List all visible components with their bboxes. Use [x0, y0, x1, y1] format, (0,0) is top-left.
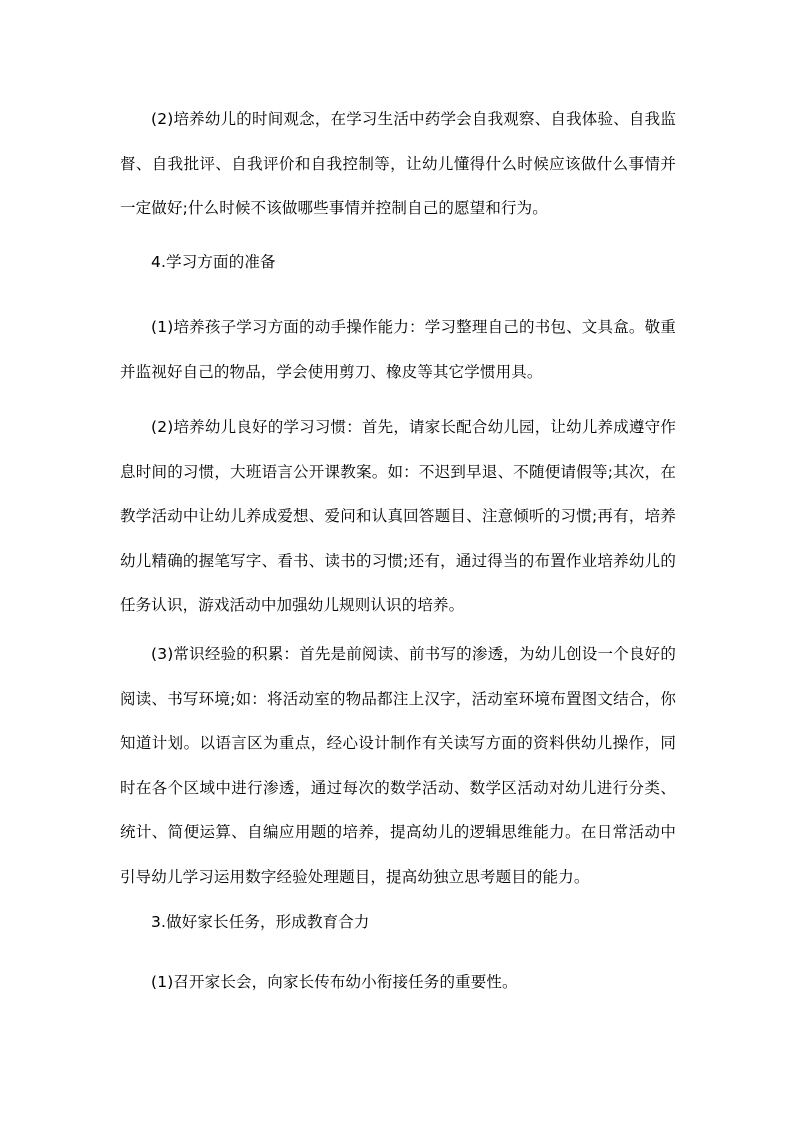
heading-parent-tasks: 3.做好家长任务，形成教育合力 — [151, 913, 370, 931]
heading-learning-preparation: 4.学习方面的准备 — [151, 253, 276, 271]
paragraph-parent-meeting: (1)召开家长会，向家长传布幼小衔接任务的重要性。 — [151, 973, 518, 991]
paragraph-hands-on-ability: (1)培养孩子学习方面的动手操作能力：学习整理自己的书包、文具盒。敬重并监视好自己的物品，学会使用剪刀、橡皮等其它学惯用具。 — [120, 318, 676, 381]
paragraph-study-habits: (2)培养幼儿良好的学习习惯：首先，请家长配合幼儿园，让幼儿养成遵守作息时间的习惯，大班语言公开课教案。如：不迟到早退、不随便请假等;其次，在教学活动中让幼儿养成爱想、爱问和认真回答题目、注意倾听的习惯;再有，培养幼儿精确的握笔写字、看书、读书的习惯;还有，通过得当的布置作业培养幼儿的任务认识，游戏活动中加强幼儿规则认识的培养。 — [120, 418, 676, 614]
paragraph-knowledge-accumulation: (3)常识经验的积累：首先是前阅读、前书写的渗透，为幼儿创设一个良好的阅读、书写环境;如：将活动室的物品都注上汉字，活动室环境布置图文结合，你知道计划。以语言区为重点，经心设计制作有关读写方面的资料供幼儿操作，同时在各个区域中进行渗透，通过每次的数学活动、数学区活动对幼儿进行分类、统计、简便运算、自编应用题的培养，提高幼儿的逻辑思维能力。在日常活动中引导幼儿学习运用数字经验处理题目，提高幼独立思考题目的能力。 — [120, 645, 676, 886]
paragraph-time-concept: (2)培养幼儿的时间观念，在学习生活中药学会自我观察、自我体验、自我监督、自我批评、自我评价和自我控制等，让幼儿懂得什么时候应该做什么事情并一定做好;什么时候不该做哪些事情并控制自己的愿望和行为。 — [120, 110, 676, 217]
